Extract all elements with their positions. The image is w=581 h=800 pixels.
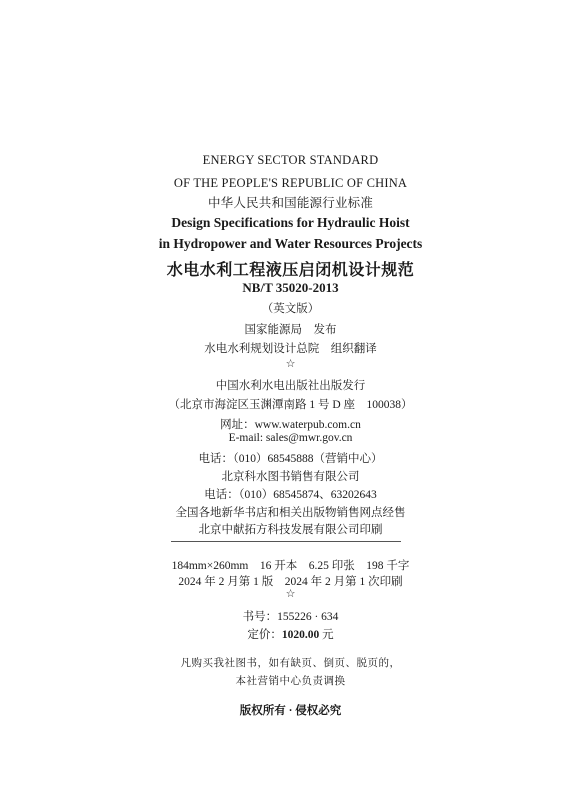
title-en-2: in Hydropower and Water Resources Projects [158,236,423,251]
standard-code-text: NB/T 35020-2013 [242,280,339,295]
website-line [0,416,581,432]
phone2-line [0,486,581,502]
standard-code [0,280,581,296]
retail-line [0,504,581,520]
standard-zh: 中华人民共和国能源行业标准 [207,196,374,210]
book-number-row [0,608,581,624]
translator-text: 水电水利规划设计总院 组织翻译 [204,343,377,355]
edition-note [0,300,581,316]
standard-line-1 [0,153,581,168]
price-unit: 元 [319,629,334,641]
star-icon: ☆ [285,588,296,600]
star-icon: ☆ [285,358,296,370]
copyright-text: 版权所有 · 侵权必究 [239,705,342,717]
title-en-1: Design Specifications for Hydraulic Hoist [171,215,410,230]
book-number-value: 155226 · 634 [277,611,339,623]
notice-line-1 [0,655,581,670]
standard-line-3 [0,193,581,211]
standard-en-2: OF THE PEOPLE'S REPUBLIC OF CHINA [173,176,408,190]
distributor-text: 北京科水图书销售有限公司 [221,471,360,483]
copyright-notice [0,702,581,718]
email-text: E-mail: sales@mwr.gov.cn [228,432,353,444]
price [0,626,581,642]
price-value: 1020.00 [281,629,320,641]
notice-text-1: 凡购买我社图书，如有缺页、倒页、脱页的， [180,658,401,669]
printer-line [0,521,581,537]
address-line [0,396,581,412]
specs-text-1: 184mm×260mm 16 开本 6.25 印张 198 千字 [171,560,410,572]
title-zh [0,257,581,280]
publisher-text: 中国水利水电出版社出版发行 [215,380,366,392]
specs-text-2: 2024 年 2 月第 1 版 2024 年 2 月第 1 次印刷 [178,576,403,588]
price-label: 定价： [247,629,282,641]
publisher-line [0,377,581,393]
divider [171,541,401,542]
standard-en-1: ENERGY SECTOR STANDARD [202,153,379,167]
standard-line-2 [0,176,581,191]
title-en-line-1 [0,215,581,231]
distributor-line [0,468,581,484]
book-number [0,608,581,624]
edition-text: （英文版） [261,303,320,315]
issuer-line [0,321,581,337]
title-zh-text: 水电水利工程液压启闭机设计规范 [166,262,415,279]
retail-text: 全国各地新华书店和相关出版物销售网点经售 [175,507,406,519]
phone1-text: 电话：（010）68545888（营销中心） [198,453,383,465]
email-line [0,432,581,444]
specs-line-1 [0,557,581,573]
notice-line-2 [0,673,581,688]
translator-line [0,340,581,356]
notice-text-2: 本社营销中心负责调换 [235,676,346,687]
price-row [0,626,581,642]
phone2-text: 电话：（010）68545874、63202643 [204,489,377,501]
website-text: 网址：www.waterpub.com.cn [220,419,361,431]
title-en-line-2 [0,236,581,252]
printer-text: 北京中献拓方科技发展有限公司印刷 [198,524,383,536]
book-number-label: 书号： [242,611,278,623]
address-text: （北京市海淀区玉渊潭南路 1 号 D 座 100038） [168,399,413,411]
issuer-text: 国家能源局 发布 [244,324,337,336]
phone1-line [0,450,581,466]
